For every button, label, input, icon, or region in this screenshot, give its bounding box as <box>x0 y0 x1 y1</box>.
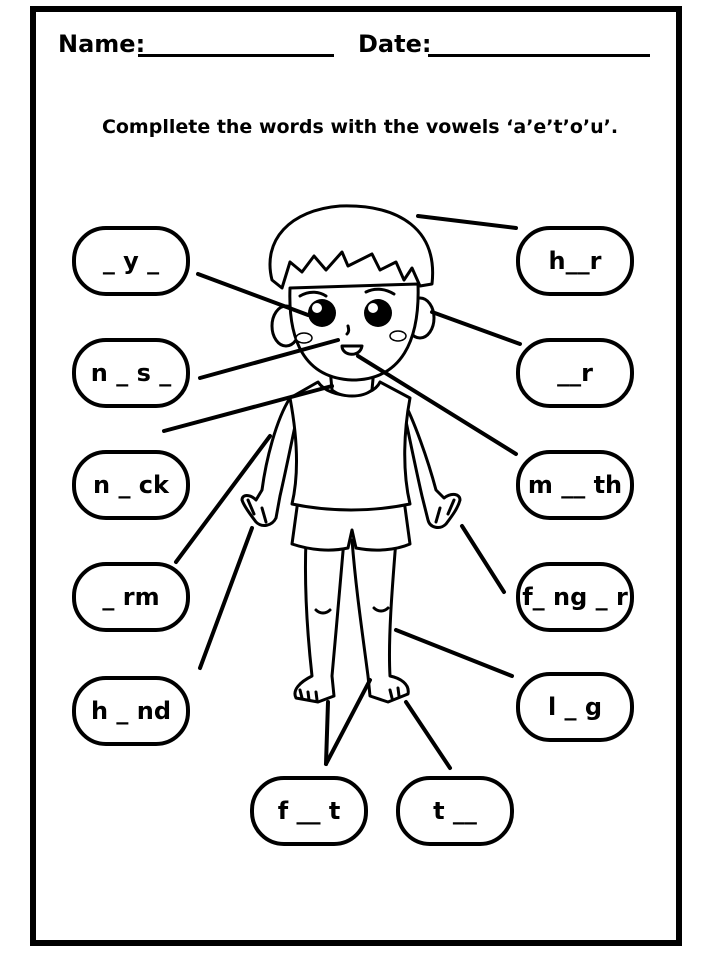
word-box-hair[interactable]: h__r <box>516 226 634 296</box>
child-mouth <box>342 346 362 354</box>
right-eye <box>364 299 392 327</box>
name-label: Name: <box>58 30 146 58</box>
instruction-text: Compllete the words with the vowels ‘a’e’t’o’u’. <box>101 116 619 138</box>
word-box-feet[interactable]: f __ t <box>250 776 368 846</box>
word-box-mouth[interactable]: m __ th <box>516 450 634 520</box>
left-eye <box>308 299 336 327</box>
shirt <box>290 382 410 510</box>
right-leg <box>352 540 408 702</box>
word-box-ear[interactable]: __r <box>516 338 634 408</box>
date-label: Date: <box>358 30 432 58</box>
word-box-leg[interactable]: l _ g <box>516 672 634 742</box>
word-box-hand[interactable]: h _ nd <box>72 676 190 746</box>
word-box-arm[interactable]: _ rm <box>72 562 190 632</box>
left-leg <box>295 540 344 702</box>
hair <box>270 206 433 288</box>
word-box-neck[interactable]: n _ ck <box>72 450 190 520</box>
word-box-nose[interactable]: n _ s _ <box>72 338 190 408</box>
word-box-finger[interactable]: f_ ng _ r <box>516 562 634 632</box>
word-box-toe[interactable]: t __ <box>396 776 514 846</box>
word-box-eye[interactable]: _ y _ <box>72 226 190 296</box>
